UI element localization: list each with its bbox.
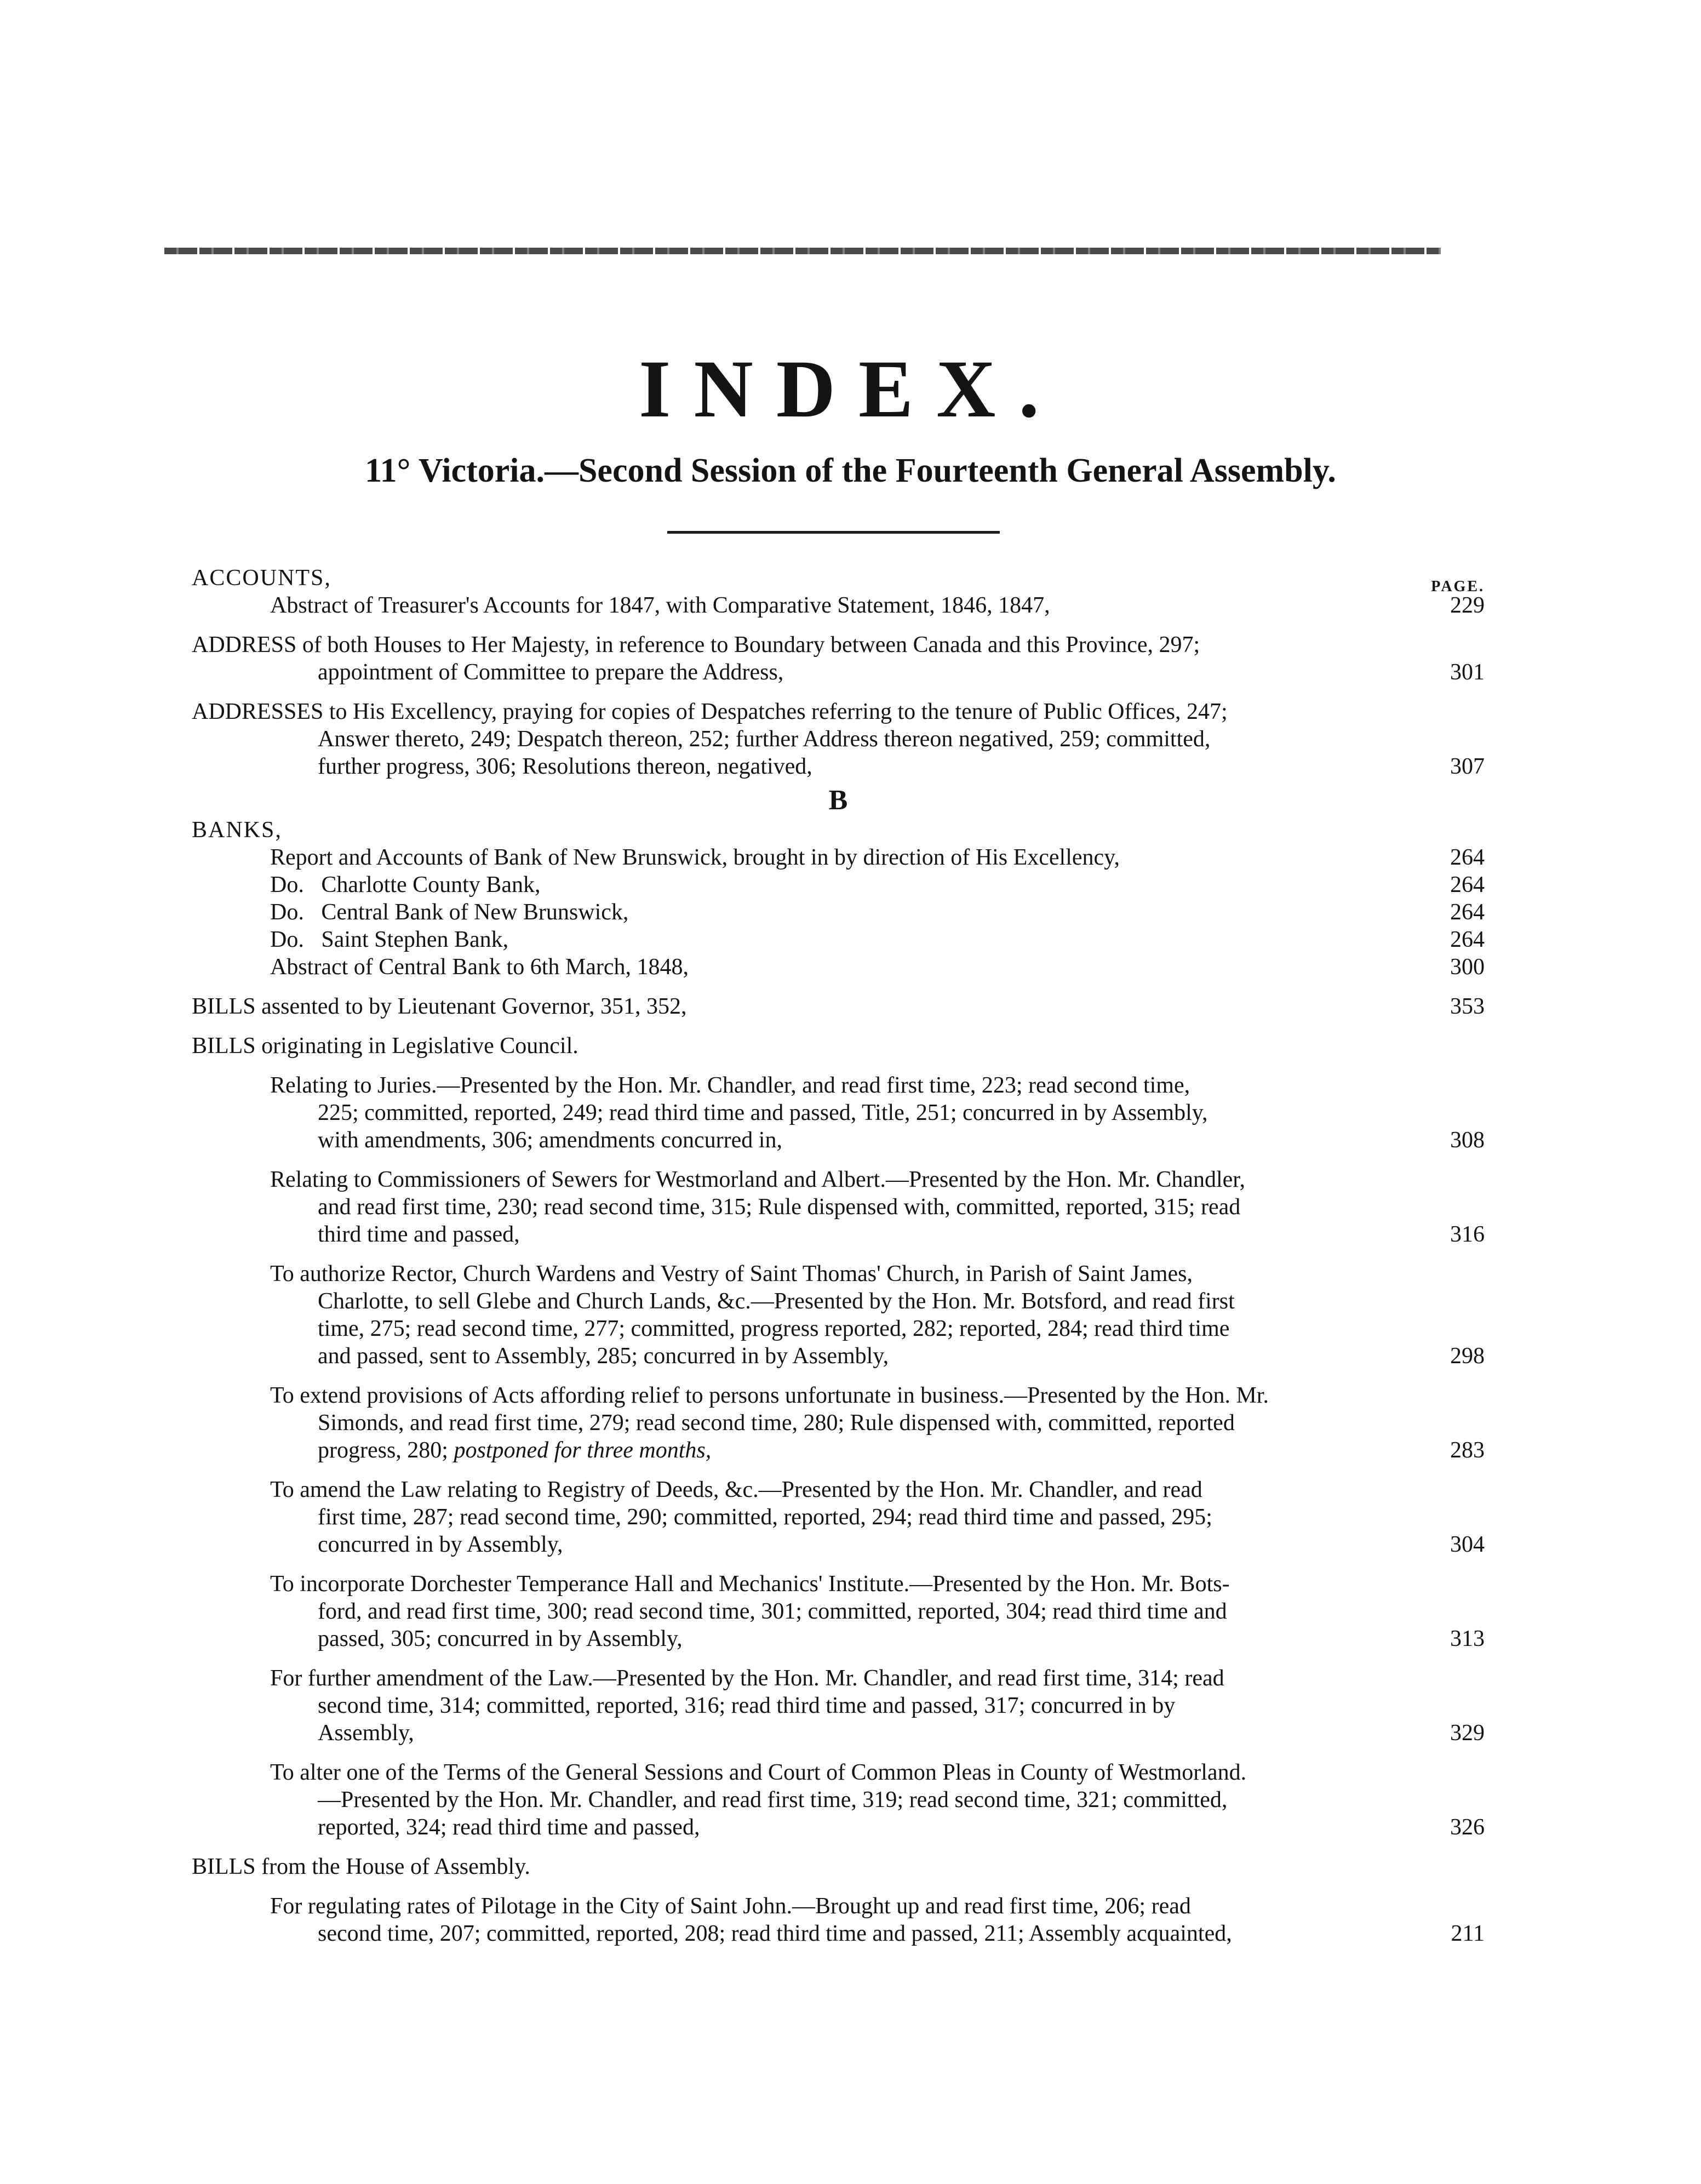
bill-line: ford, and read first time, 300; read second time, 301; committed, reported, 304; read third time and [318, 1599, 1227, 1624]
bill-line: —Presented by the Hon. Mr. Chandler, and read first time, 319; read second time, 321; committed, [318, 1787, 1228, 1813]
addresses-line-3-row [192, 753, 1485, 780]
address-entry [192, 631, 1485, 686]
bill-entry [192, 1570, 1485, 1653]
accounts-text: Abstract of Treasurer's Accounts for 1847, with Comparative Statement, 1846, 1847, [270, 593, 1050, 618]
accounts-line [192, 592, 1485, 619]
bill-last-line [192, 1920, 1485, 1947]
bill-last-line [192, 1531, 1485, 1558]
bill-line: To incorporate Dorchester Temperance Hall and Mechanics' Institute.—Presented by the Hon. Mr. Bots- [270, 1571, 1230, 1597]
bill-line: Simonds, and read first time, 279; read second time, 280; Rule dispensed with, committed, reported [318, 1410, 1235, 1436]
page-title: INDEX. [639, 344, 1062, 434]
bills-assembly-heading: BILLS from the House of Assembly. [192, 1854, 530, 1879]
addresses-entry [192, 698, 1485, 780]
bills-assented-page: 353 [1450, 994, 1485, 1019]
banks-heading: BANKS, [192, 817, 282, 843]
title-divider [667, 531, 1000, 534]
bill-line: For regulating rates of Pilotage in the City of Saint John.—Brought up and read first time, 206; read [270, 1894, 1191, 1919]
bill-line-text: second time, 207; committed, reported, 208; read third time and passed, 211; Assembly acquainted, [318, 1921, 1232, 1946]
addresses-page: 307 [1450, 754, 1485, 779]
bill-page: 326 [1450, 1815, 1485, 1840]
bill-line-text: reported, 324; read third time and passed, [318, 1815, 700, 1840]
bill-page: 211 [1451, 1921, 1485, 1946]
bills-assented-entry [192, 993, 1485, 1020]
address-page: 301 [1450, 660, 1485, 685]
bill-last-line [192, 1127, 1485, 1154]
bill-entry [192, 1382, 1485, 1464]
bill-line: Relating to Juries.—Presented by the Hon. Mr. Chandler, and read first time, 223; read second time, [270, 1073, 1190, 1098]
banks-item-page: 264 [1450, 872, 1485, 897]
bill-line-holder [318, 1437, 1419, 1464]
bill-last-line [192, 1814, 1485, 1841]
banks-entry [192, 816, 1485, 981]
banks-item-page: 264 [1450, 927, 1485, 952]
addresses-line-2: Answer thereto, 249; Despatch thereon, 252; further Address thereon negatived, 259; committed, [318, 727, 1211, 752]
address-line-2-row [192, 659, 1485, 686]
bill-page: 304 [1450, 1532, 1485, 1557]
banks-item-page: 264 [1450, 845, 1485, 870]
banks-item-text: Abstract of Central Bank to 6th March, 1848, [270, 954, 689, 980]
bill-line: Relating to Commissioners of Sewers for Westmorland and Albert.—Presented by the Hon. Mr. Chandler, [270, 1167, 1246, 1192]
bill-line-text: third time and passed, [318, 1222, 520, 1247]
bill-entry [192, 1476, 1485, 1558]
bill-entry [192, 1665, 1485, 1747]
bill-page: 316 [1450, 1222, 1485, 1247]
bill-line: To amend the Law relating to Registry of Deeds, &c.—Presented by the Hon. Mr. Chandler, and read [270, 1477, 1202, 1502]
bill-entry [192, 1072, 1485, 1154]
banks-item-text: Do. Saint Stephen Bank, [270, 927, 509, 952]
bill-last-line [192, 1342, 1485, 1370]
banks-item-page: 300 [1450, 954, 1485, 980]
address-line-2: appointment of Committee to prepare the Address, [318, 660, 784, 685]
bill-page: 313 [1450, 1626, 1485, 1651]
bill-line: time, 275; read second time, 277; committed, progress reported, 282; reported, 284; read third time [318, 1316, 1230, 1341]
bill-line: Charlotte, to sell Glebe and Church Lands, &c.—Presented by the Hon. Mr. Botsford, and read first [318, 1289, 1235, 1314]
section-letter-b: B [828, 785, 848, 816]
addresses-line-1: ADDRESSES to His Excellency, praying for copies of Despatches referring to the tenure of Public Offices, 247; [192, 699, 1228, 724]
bill-entry [192, 1260, 1485, 1370]
bills-council-list [192, 1072, 1485, 1841]
bill-last-line [192, 1437, 1485, 1464]
banks-item [192, 953, 1485, 981]
bill-line-text: with amendments, 306; amendments concurred in, [318, 1128, 782, 1153]
bill-line: To authorize Rector, Church Wardens and Vestry of Saint Thomas' Church, in Parish of Saint James, [270, 1261, 1193, 1287]
bill-page: 329 [1450, 1720, 1485, 1746]
accounts-entry [192, 564, 1485, 619]
bill-line: and read first time, 230; read second time, 315; Rule dispensed with, committed, reported, 315; read [318, 1194, 1241, 1220]
banks-item [192, 926, 1485, 953]
bill-line-text: passed, 305; concurred in by Assembly, [318, 1626, 683, 1651]
banks-item [192, 871, 1485, 899]
bill-line-text: concurred in by Assembly, [318, 1532, 563, 1557]
bills-assembly-list [192, 1893, 1485, 1947]
bill-page: 298 [1450, 1343, 1485, 1369]
bills-assented-text: BILLS assented to by Lieutenant Governor, 351, 352, [192, 994, 687, 1019]
bill-line: first time, 287; read second time, 290; committed, reported, 294; read third time and passed, 295; [318, 1505, 1212, 1530]
bill-entry [192, 1893, 1485, 1947]
index-content: PAGE. ACCOUNTS, Abstract of Treasurer's Accounts for 1847, with Comparative Statement, 1846, 1847, 229 ADDRESS of both Houses to Her Majesty, in reference to Boundary between Canada and this Province, 297; appointment of Committee to prepare the Address, 301 ADDRESSES to His Excellency, praying for copies of Despatches referring to the tenure of Public Offices, 247; Answer thereto, 249; Despatch thereon, 252; further Address thereon negatived, 259; committed, further progress, 306; Resolutions thereon, negatived, 307 B BANKS, Report and Accounts of Bank of New Brunswick, brought in by direction of His Excellency, 264 Do. Charlotte County Bank, 264 Do. Central Bank of New Brunswick, 264 Do. Saint Stephen Bank, 264 Abstract of Central Bank to 6th March, 1848, 300 BILLS assented to by Lieutenant Governor, 351, 352, 353 BILLS originating in Legislative Council. Relating to Juries.—Presented by the Hon. Mr. Chandler, and read first time, 223; read second time, 225; committed, reported, 249; read third time and passed, Title, 251; concurred in by Assembly, with amendments, 306; amendments concurred in, 308 Relating to Commissioners of Sewers for Westmorland and Albert.—Presented by the Hon. Mr. Chandler, and read first time, 230; read second time, 315; Rule dispensed with, committed, reported, 315; read third time and passed, 316 To authorize Rector, Church Wardens and Vestry of Saint Thomas' Church, in Parish of Saint James, Charlotte, to sell Glebe and Church Lands, &c.—Presented by the Hon. Mr. Botsford, and read first time, 275; read second time, 277; committed, progress reported, 282; reported, 284; read third time and passed, sent to Assembly, 285; concurred in by Assembly, 298 To extend provisions of Acts affording relief to persons unfortunate in business.—Presented by the Hon. Mr. Simonds, and read first time, 279; read second time, 280; Rule dispensed with, committed, reported progress, 280; postponed for three months, 283 To amend the Law relating to Registry of Deeds, &c.—Presented by the Hon. Mr. Chandler, and read first time, 287; read second time, 290; committed, reported, 294; read third time and passed, 295; concurred in by Assembly, 304 To incorporate Dorchester Temperance Hall and Mechanics' Institute.—Presented by the Hon. Mr. Bots- ford, and read first time, 300; read second time, 301; committed, reported, 304; read third time and passed, 305; concurred in by Assembly, 313 For further amendment of the Law.—Presented by the Hon. Mr. Chandler, and read first time, 314; read second time, 314; committed, reported, 316; read third time and passed, 317; concurred in by Assembly, 329 To alter one of the Terms of the General Sessions and Court of Common Pleas in County of Westmorland. —Presented by the Hon. Mr. Chandler, and read first time, 319; read second time, 321; committed, reported, 324; read third time and passed, 326 BILLS from the House of Assembly. For regulating rates of Pilotage in the City of Saint John.—Brought up and read first time, 206; read second time, 207; committed, reported, 208; read third time and passed, 211; Assembly acquainted, 211 [192, 565, 1485, 1946]
bill-line-text: and passed, sent to Assembly, 285; concurred in by Assembly, [318, 1343, 889, 1369]
bill-line: For further amendment of the Law.—Presented by the Hon. Mr. Chandler, and read first time, 314; read [270, 1666, 1224, 1691]
bills-council-heading: BILLS originating in Legislative Council. [192, 1033, 579, 1059]
bill-page: 308 [1450, 1128, 1485, 1153]
addresses-line-3: further progress, 306; Resolutions thereon, negatived, [318, 754, 812, 779]
bill-line: To alter one of the Terms of the General Sessions and Court of Common Pleas in County of Westmorland. [270, 1760, 1247, 1785]
bill-line: second time, 314; committed, reported, 316; read third time and passed, 317; concurred in by [318, 1693, 1176, 1718]
bill-last-line [192, 1625, 1485, 1653]
accounts-heading: ACCOUNTS, [192, 565, 331, 591]
bill-last-line [192, 1221, 1485, 1248]
bill-last-line [192, 1719, 1485, 1747]
page-subtitle: 11° Victoria.—Second Session of the Fourteenth General Assembly. [365, 452, 1336, 489]
bill-page: 283 [1450, 1438, 1485, 1463]
banks-item [192, 844, 1485, 871]
bill-line-text: progress, 280; [318, 1438, 448, 1463]
banks-item-text: Do. Charlotte County Bank, [270, 872, 541, 897]
banks-item-text: Report and Accounts of Bank of New Brunswick, brought in by direction of His Excellency, [270, 845, 1120, 870]
accounts-page: 229 [1450, 593, 1485, 618]
banks-item [192, 899, 1485, 926]
bill-entry [192, 1166, 1485, 1248]
bill-line: 225; committed, reported, 249; read third time and passed, Title, 251; concurred in by Assembly, [318, 1100, 1208, 1125]
banks-item-page: 264 [1450, 900, 1485, 925]
bill-entry [192, 1759, 1485, 1841]
top-ornamental-rule [164, 248, 1441, 254]
bill-line: To extend provisions of Acts affording relief to persons unfortunate in business.—Presented by the Hon. Mr. [270, 1383, 1269, 1408]
banks-item-text: Do. Central Bank of New Brunswick, [270, 900, 629, 925]
bill-italic-tail: postponed for three months, [454, 1438, 712, 1463]
bill-line-text: Assembly, [318, 1720, 414, 1746]
address-line-1: ADDRESS of both Houses to Her Majesty, in reference to Boundary between Canada and this Province, 297; [192, 632, 1200, 658]
